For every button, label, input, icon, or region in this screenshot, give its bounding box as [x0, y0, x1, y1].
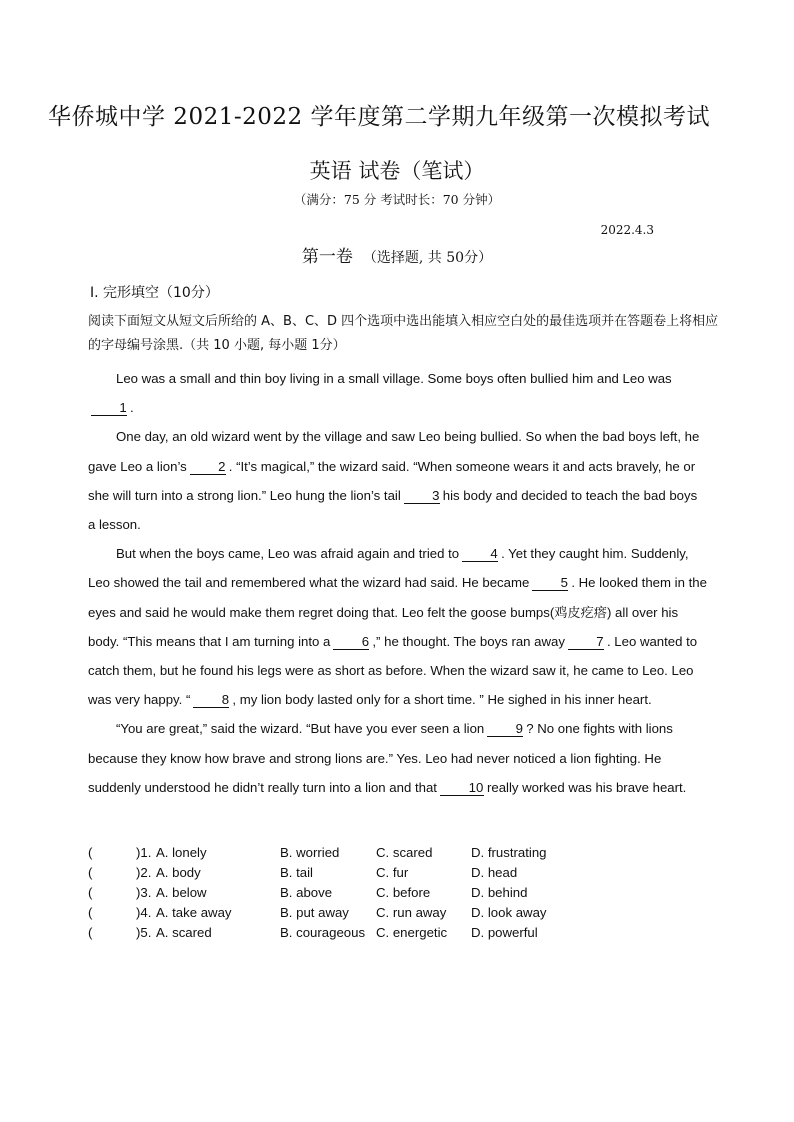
passage-text: . Yet they caught him. Suddenly, Leo showed the tail and remembered what the wizard had said. He became [88, 546, 689, 591]
passage-text: really worked was his brave heart. [486, 779, 687, 795]
answer-paren: ( [88, 865, 93, 880]
part-title-main: 第一卷 [301, 247, 353, 267]
answer-paren: ( [88, 905, 93, 920]
option-c: C. before [376, 885, 431, 900]
option-a: A. body [156, 865, 201, 880]
blank-1: 1 [91, 400, 127, 416]
exam-info: （满分：75 分 考试时长：70 分钟） [293, 192, 501, 207]
passage-text: “You are great,” said the wizard. “But have you ever seen a lion [116, 721, 485, 737]
option-c: C. run away [376, 905, 447, 920]
exam-date: 2022.4.3 [600, 223, 654, 237]
blank-7: 7 [568, 634, 604, 650]
section-instructions: 阅读下面短文从短文后所给的 A、B、C、D 四个选项中选出能填入相应空白处的最佳选项并在答题卷上将相应的字母编号涂黑.（共 10 小题, 每小题 1分） [88, 314, 719, 353]
part-title-sub: （选择题, 共 50分） [362, 250, 493, 266]
passage-text: Leo was a small and thin boy living in a small village. Some boys often bullied him and Leo was [116, 371, 672, 386]
blank-5: 5 [532, 575, 568, 591]
option-b: B. worried [280, 845, 340, 860]
cloze-passage [88, 364, 708, 802]
question-row [88, 903, 708, 923]
passage-text: , my lion body lasted only for a short time. ” He sighed in his inner heart. [232, 692, 652, 708]
option-a: A. below [156, 885, 207, 900]
question-row [88, 883, 708, 903]
question-options [88, 843, 708, 943]
passage-text: ? No one fights with lions because they know how brave and strong lions are.” Yes. Leo had never noticed a lion fighting. He suddenly understood he didn’t really turn into a lion and that [88, 721, 673, 795]
question-number: )4. [136, 905, 152, 920]
option-d: D. powerful [471, 925, 538, 940]
question-number: )3. [136, 885, 152, 900]
school-exam-title: 华侨城中学 2021-2022 学年度第二学期九年级第一次模拟考试 [48, 104, 710, 130]
option-d: D. behind [471, 885, 528, 900]
question-number: )5. [136, 925, 152, 940]
passage-paragraph [88, 422, 708, 539]
blank-6: 6 [333, 634, 369, 650]
blank-3: 3 [404, 488, 440, 504]
passage-text: But when the boys came, Leo was afraid again and tried to [116, 546, 460, 562]
option-a: A. scared [156, 925, 212, 940]
option-d: D. look away [471, 905, 547, 920]
passage-paragraph [88, 539, 708, 714]
section-heading: I. 完形填空（10分） [90, 285, 219, 301]
option-b: B. tail [280, 865, 313, 880]
option-c: C. fur [376, 865, 409, 880]
blank-10: 10 [440, 780, 484, 796]
passage-text: ,” he thought. The boys ran away [372, 633, 565, 649]
passage-text: . He looked them in the eyes and said he would make them regret doing that. Leo felt the goose bumps(鸡皮疙瘩) all over his body. “This means that I am turning into a [88, 575, 707, 649]
blank-8: 8 [193, 692, 229, 708]
question-number: )2. [136, 865, 152, 880]
passage-text: . “It’s magical,” the wizard said. “When someone wears it and acts bravely, he or she will turn into a strong lion.” Leo hung the lion’s tail [88, 458, 696, 503]
option-d: D. frustrating [471, 845, 547, 860]
blank-4: 4 [462, 546, 498, 562]
option-d: D. head [471, 865, 518, 880]
passage-text: . [130, 400, 134, 416]
option-a: A. take away [156, 905, 232, 920]
option-b: B. above [280, 885, 333, 900]
option-c: C. scared [376, 845, 433, 860]
blank-2: 2 [190, 459, 226, 475]
option-c: C. energetic [376, 925, 448, 940]
question-row [88, 843, 708, 863]
blank-9: 9 [487, 721, 523, 737]
answer-paren: ( [88, 845, 93, 860]
passage-paragraph [88, 364, 708, 422]
subject-title: 英语 试卷（笔试） [309, 159, 485, 183]
option-b: B. courageous [280, 925, 366, 940]
question-number: )1. [136, 845, 152, 860]
option-a: A. lonely [156, 845, 207, 860]
passage-text: his body and decided to teach the bad boys a lesson. [88, 487, 698, 533]
passage-text: One day, an old wizard went by the village and saw Leo being bullied. So when the bad boys left, he gave Leo a lion’s [88, 429, 700, 474]
question-row [88, 863, 708, 883]
part-title [0, 245, 794, 270]
question-row [88, 923, 708, 943]
option-b: B. put away [280, 905, 349, 920]
answer-paren: ( [88, 885, 93, 900]
passage-text: . Leo wanted to catch them, but he found his legs were as short as before. When the wizard saw it, he came to Leo. Leo was very happy. “ [88, 633, 698, 708]
answer-paren: ( [88, 925, 93, 940]
passage-paragraph [88, 714, 708, 802]
